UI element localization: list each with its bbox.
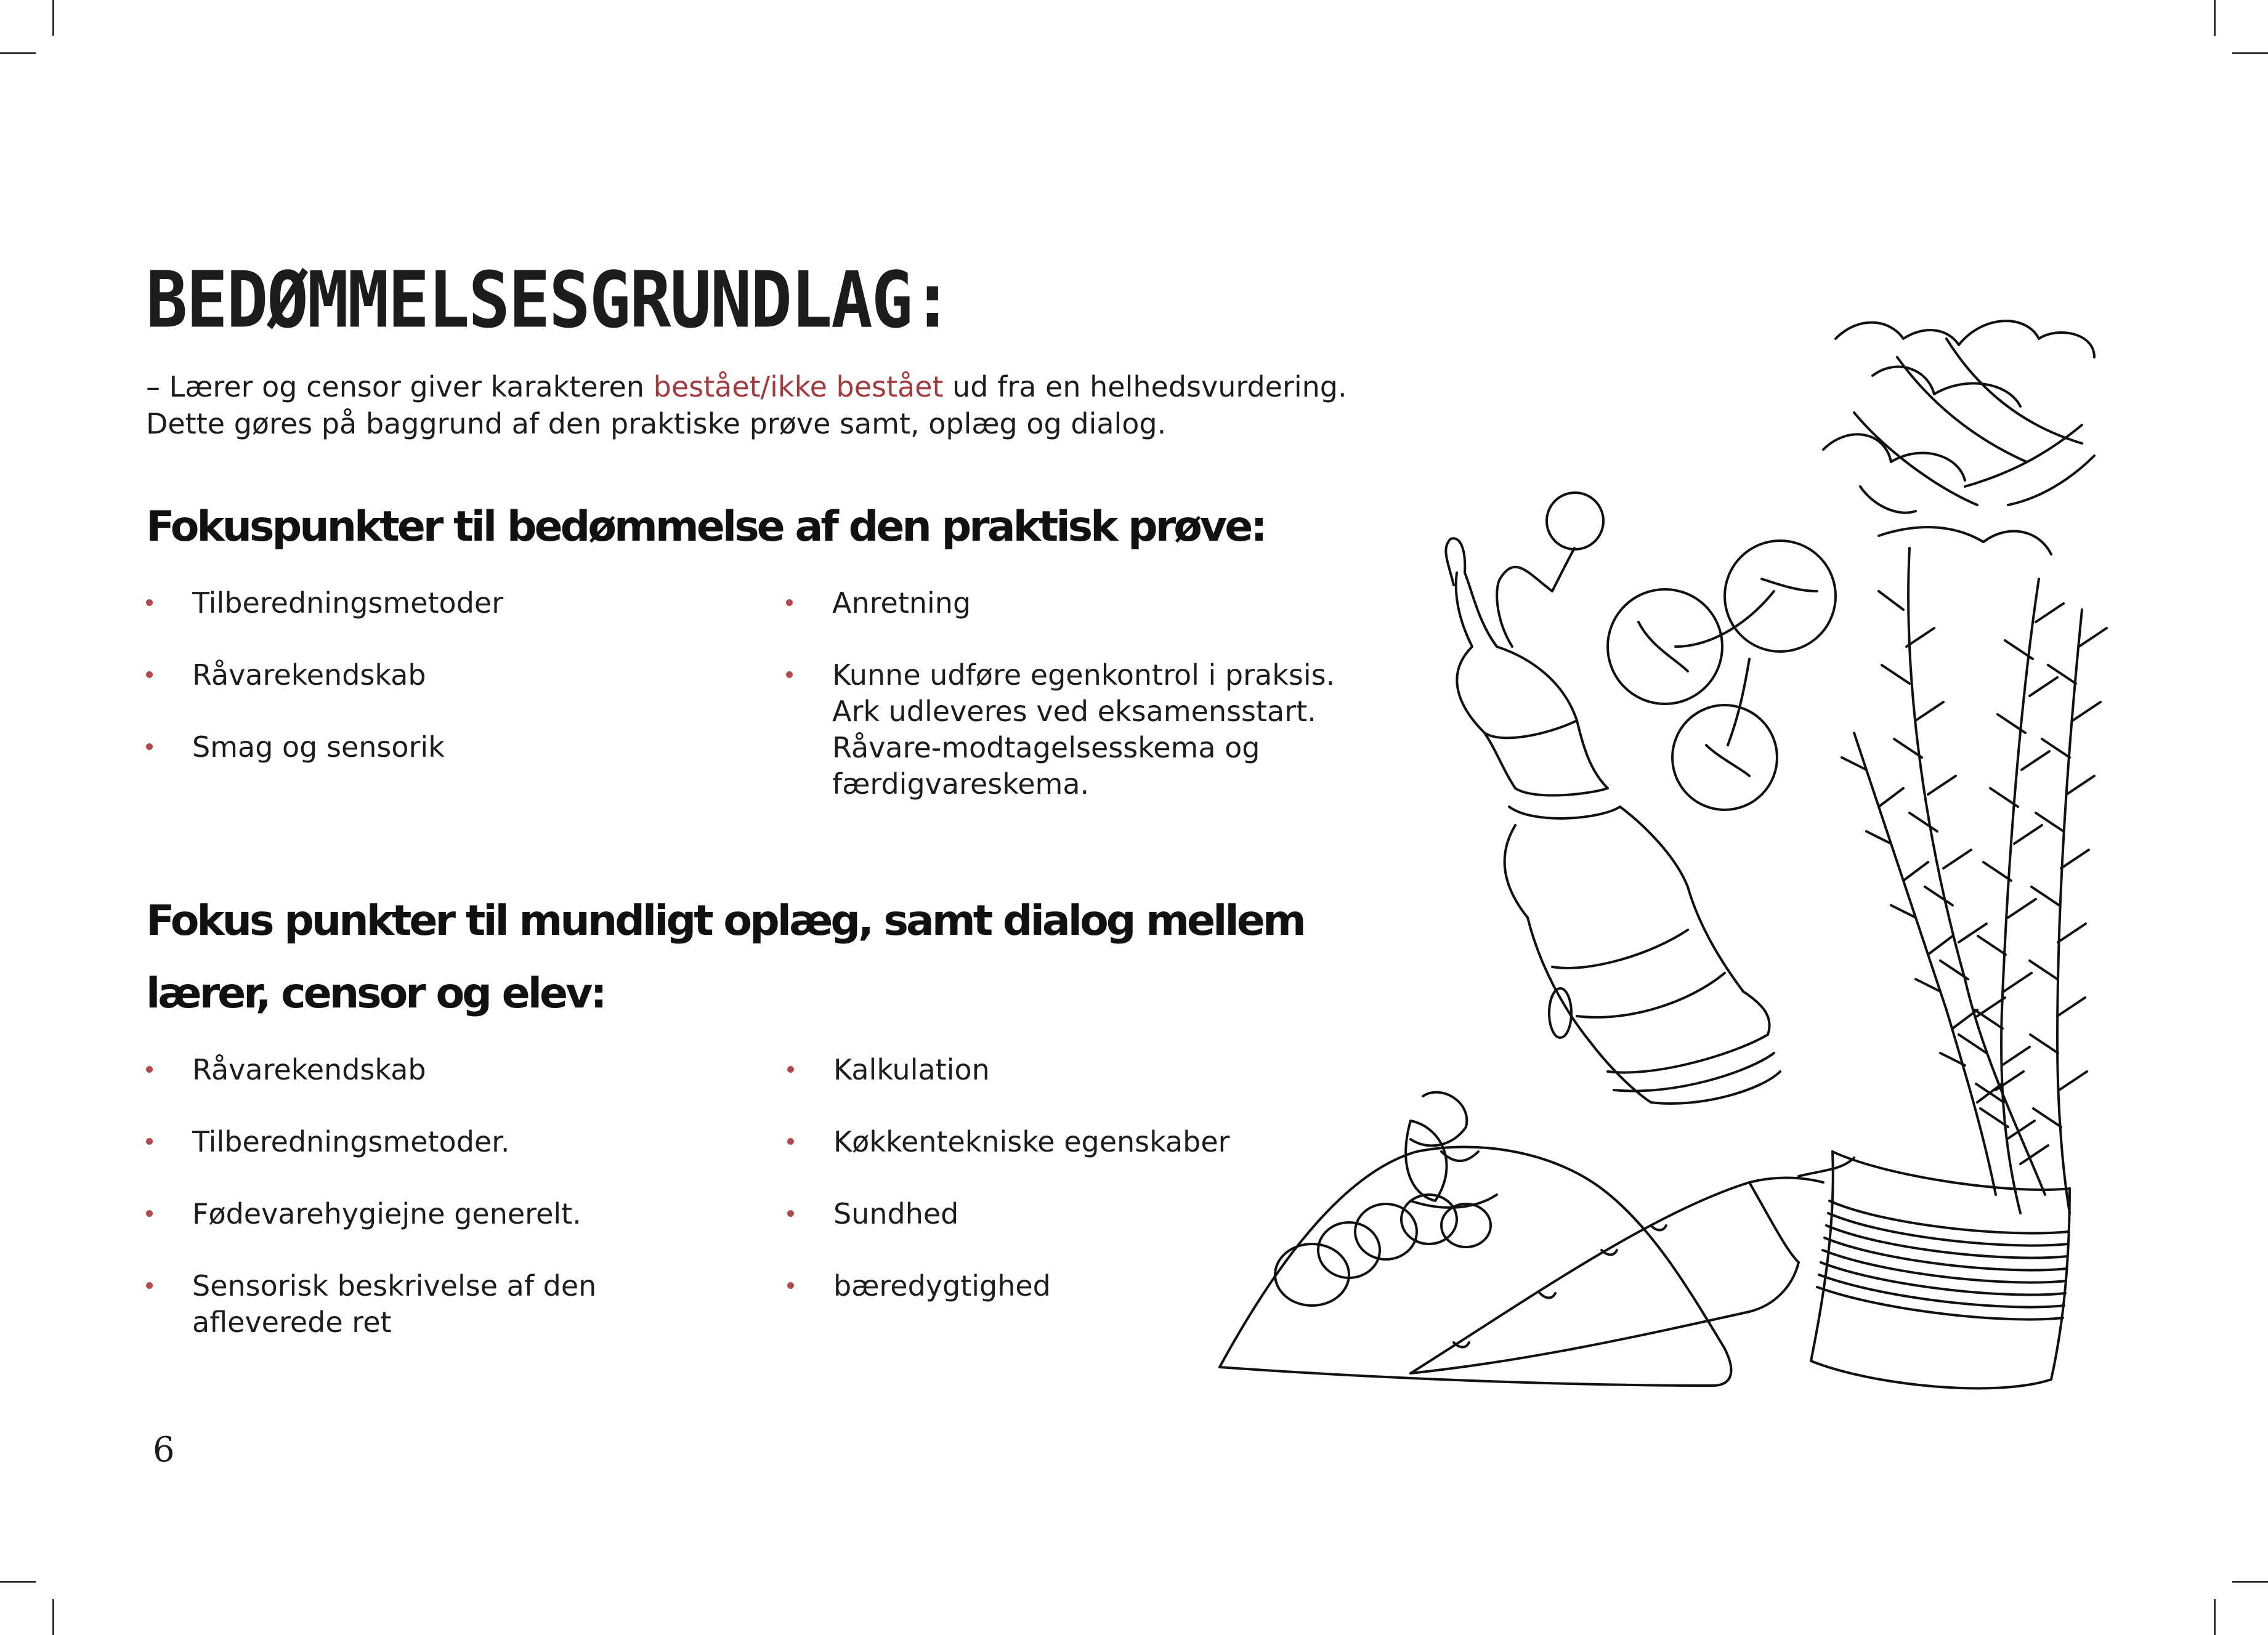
crop-mark (2214, 0, 2216, 36)
list-item-text: Råvarekendskab (192, 658, 426, 692)
list-item (146, 1124, 762, 1160)
food-illustration (1207, 302, 2131, 1404)
list-item-text: Køkkentekniske egenskaber (833, 1125, 1230, 1158)
list-item (146, 1268, 762, 1341)
bullet-icon (146, 743, 153, 750)
list-item (146, 657, 762, 693)
list-item-text: Kalkulation (833, 1053, 990, 1086)
intro-text: Dette gøres på baggrund af den praktiske prøve samt, oplæg og dialog. (146, 407, 1167, 440)
intro-text: ud fra en helhedsvurdering. (943, 370, 1347, 403)
bullet-icon (146, 1066, 153, 1073)
list-item (146, 729, 762, 765)
list-item-text: Råvarekendskab (192, 1053, 426, 1086)
practical-heading: Fokuspunkter til bedømmelse af den praktisk prøve: (146, 503, 1265, 551)
list-item (146, 1052, 762, 1088)
practical-list-left (146, 585, 762, 801)
bullet-icon (146, 1282, 153, 1289)
list-item-text: Smag og sensorik (192, 730, 445, 764)
bullet-icon (787, 1210, 794, 1217)
crop-mark (2232, 1581, 2268, 1583)
list-item-text: Fødevarehygiejne generelt. (192, 1197, 581, 1230)
page-number: 6 (153, 1430, 175, 1470)
list-item-text: Kunne udføre egenkontrol i praksis. Ark udleveres ved eksamensstart. Råvare-modtagelsesskema og færdigvareskema. (832, 658, 1335, 801)
bullet-icon (786, 671, 793, 678)
rosemary-pot-icon (1799, 1152, 2070, 1388)
list-item-text: Tilberedningsmetoder (192, 586, 504, 620)
bullet-icon (787, 1066, 794, 1073)
bullet-icon (146, 599, 153, 606)
crop-mark (2232, 52, 2268, 54)
oral-list-left (146, 1052, 762, 1376)
list-item-text: Tilberedningsmetoder. (192, 1125, 510, 1158)
bullet-icon (146, 1210, 153, 1217)
crop-mark (2214, 1599, 2216, 1635)
intro-text: – Lærer og censor giver karakteren (146, 370, 654, 403)
pepper-mill-icon (1446, 493, 1780, 1104)
herbs-icon (1823, 321, 2094, 554)
page-title: BEDØMMELSESGRUNDLAG: (146, 256, 952, 345)
intro-accent-text: bestået/ikke bestået (653, 370, 944, 403)
bullet-icon (787, 1138, 794, 1145)
crop-mark (0, 52, 36, 54)
list-item (146, 1196, 762, 1232)
crop-mark (52, 1599, 54, 1635)
oral-heading-line2: lærer, censor og elev: (146, 969, 605, 1018)
list-item-text: Sensorisk beskrivelse af den afleverede ret (192, 1269, 597, 1339)
list-item (146, 585, 762, 621)
cutting-board-icon (1220, 1092, 1823, 1386)
rosemary-icon (1842, 548, 2107, 1213)
list-item-text: bæredygtighed (833, 1269, 1051, 1302)
tomatoes-icon (1608, 541, 1836, 810)
crop-mark (0, 1581, 36, 1583)
bullet-icon (146, 1138, 153, 1145)
oral-heading-line1: Fokus punkter til mundligt oplæg, samt dialog mellem (146, 897, 1304, 945)
crop-mark (52, 0, 54, 36)
list-item-text: Sundhed (833, 1197, 959, 1230)
list-item-text: Anretning (832, 586, 971, 620)
bullet-icon (786, 599, 793, 606)
bullet-icon (787, 1282, 794, 1289)
bullet-icon (146, 671, 153, 678)
